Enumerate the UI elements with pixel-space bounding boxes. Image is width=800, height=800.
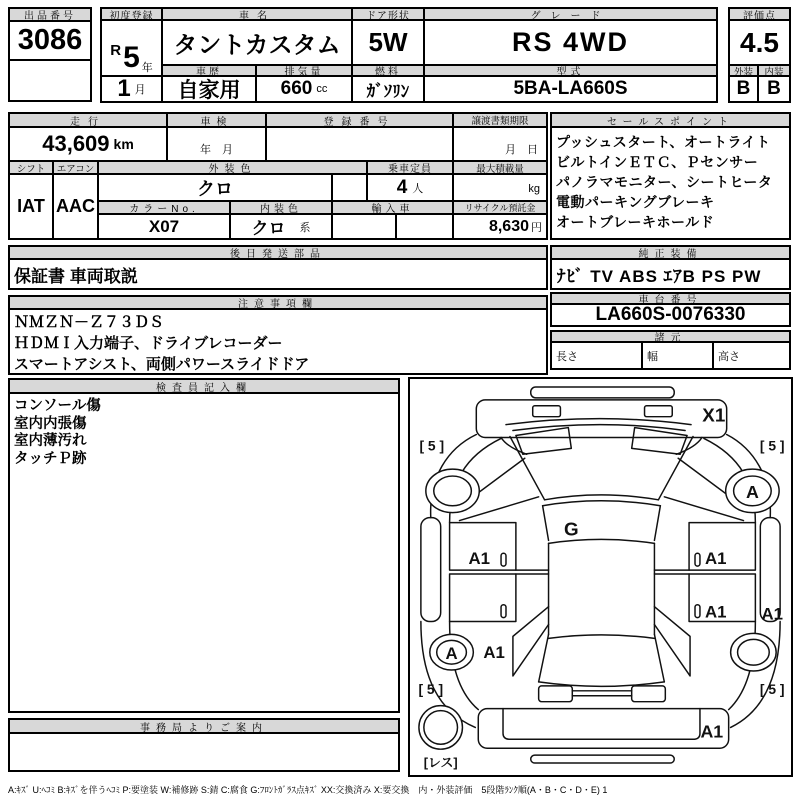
- dimension-length-label: 長さ: [556, 351, 578, 363]
- notes-line: ＨＤＭＩ入力端子、ドライブレコーダー: [14, 335, 283, 352]
- front-molding: [531, 387, 674, 398]
- inspector-line: 室内内張傷: [14, 415, 87, 432]
- payload-unit: kg: [528, 183, 540, 195]
- transfer-value: [454, 128, 546, 162]
- left-sill: [421, 518, 441, 622]
- month-suffix: 月: [134, 84, 146, 96]
- legend: A:ｷｽﾞ U:ﾍｺﾐ B:ｷｽﾞを伴うﾍｺﾐ P:要塗装 W:補修跡 S:錆 C:腐食 G:ﾌﾛﾝﾄｶﾞﾗｽ点ｷｽﾞ XX:交換済み X:要交換 内・外装評価 5段階ﾗﾝｸ順(A・B・C・D・E) 1: [8, 785, 608, 795]
- auction-no-empty-cell: [10, 59, 90, 100]
- first-reg-month: 1: [117, 75, 131, 102]
- right-c-pillar: [654, 607, 690, 676]
- equipment-box: [550, 245, 791, 290]
- notes-line: スマートアシスト、両側パワースライドドア: [14, 356, 310, 373]
- interior-grade: B: [767, 78, 781, 99]
- dimension-height-cell: [714, 343, 789, 368]
- model-code-label: 型式: [425, 64, 716, 77]
- inspection-label: 車検: [168, 114, 267, 128]
- office-label: 事務局よりご案内: [10, 720, 398, 734]
- import-value: [333, 215, 454, 238]
- rear-glass-top: [549, 635, 655, 638]
- inspector-label: 検査員記入欄: [10, 380, 398, 394]
- score-label: 評価点: [730, 9, 789, 21]
- rear-left-wheel-mark: A: [445, 644, 458, 664]
- hood-right-edge: [676, 437, 702, 454]
- displacement-value: [257, 77, 353, 101]
- reg-no-value: [267, 128, 454, 162]
- notes-lines: [10, 310, 546, 377]
- dimension-width-label: 幅: [647, 351, 658, 363]
- first-reg-month-cell: [102, 75, 163, 101]
- cowl-arc-inner: [513, 425, 685, 431]
- dimension-height-label: 高さ: [718, 351, 740, 363]
- windshield-left: [510, 436, 545, 499]
- sales-point-line: プッシュスタート、オートライト: [556, 134, 771, 150]
- sales-point-line: オートブレーキホールド: [556, 214, 715, 230]
- recycle-amount: 8,630: [488, 217, 529, 235]
- grade-value: RS 4WD: [511, 27, 629, 57]
- notes-label: 注意事項欄: [10, 297, 546, 310]
- left-front-door-handle: [501, 553, 506, 566]
- right-quarter-mark: A1: [761, 604, 783, 624]
- grade-label: グレード: [425, 9, 716, 21]
- windshield-right: [658, 436, 693, 499]
- header-grid: [100, 7, 718, 103]
- auction-no-label: 出品番号: [10, 9, 90, 22]
- transfer-label: 譲渡書類期限: [454, 114, 546, 128]
- sales-point-line: パノラマモニター、シートヒータ: [556, 174, 773, 190]
- chassis-box: [550, 292, 791, 327]
- tire-rear-right-mark: [ 5 ]: [759, 680, 785, 697]
- int-color-value: [231, 215, 333, 238]
- shift-value: IAT: [10, 175, 54, 238]
- mileage-number: 43,609: [42, 131, 110, 156]
- right-rear-door-handle: [695, 605, 700, 618]
- fuel-value: ｶﾞｿﾘﾝ: [353, 77, 425, 101]
- inspection-value: [168, 128, 267, 162]
- displacement-label: 排気量: [257, 64, 353, 77]
- car-diagram-box: [408, 377, 793, 777]
- recycle-unit: 円: [531, 221, 542, 234]
- sales-points-box: [550, 112, 791, 240]
- fuel-label: 燃料: [353, 64, 425, 77]
- windshield-band-1: [545, 495, 659, 500]
- import-cell-divider: [395, 215, 397, 238]
- left-front-door-mark: A1: [468, 549, 491, 569]
- right-front-door-handle: [695, 553, 700, 566]
- car-diagram: [410, 379, 791, 775]
- tire-rear-left-mark: [ 5 ]: [418, 680, 444, 697]
- roof-front-edge: [549, 539, 655, 543]
- first-reg-year: 5: [123, 41, 140, 74]
- inspector-line: コンソール傷: [14, 398, 101, 414]
- left-wiper-panel: [516, 428, 571, 455]
- score-box: [728, 7, 791, 103]
- interior-label: 内装: [759, 64, 789, 77]
- inspector-box: [8, 378, 400, 713]
- right-front-door-mark: A1: [705, 549, 727, 569]
- windshield-band-2: [543, 501, 661, 506]
- history-label: 車歴: [163, 64, 257, 77]
- chassis-label: 車台番号: [552, 294, 789, 305]
- later-parts-box: [8, 245, 548, 290]
- inspector-lines: [10, 396, 398, 470]
- displacement-number: 660: [280, 78, 313, 99]
- equipment-value: ﾅﾋﾞ TV ABS ｴｱB PS PW: [557, 266, 762, 286]
- mileage-value: [10, 128, 168, 162]
- front-right-wheel-mark: A: [745, 481, 759, 502]
- right-headlight: [645, 406, 673, 417]
- tire-front-left-mark: [ 5 ]: [419, 437, 445, 454]
- capacity-number: 4: [396, 176, 408, 198]
- capacity-unit: 人: [412, 182, 424, 195]
- aircon-label: エアコン: [54, 162, 99, 175]
- equipment-label: 純正装備: [552, 247, 789, 260]
- rear-molding: [531, 755, 674, 763]
- exterior-grade: B: [730, 77, 759, 101]
- left-c-pillar: [513, 607, 549, 676]
- glass-right: [654, 506, 660, 541]
- dimension-length-cell: [552, 343, 643, 368]
- car-name-value: タントカスタム: [163, 21, 353, 64]
- notes-box: [8, 295, 548, 375]
- import-label: 輸入車: [333, 202, 454, 215]
- recycle-value: [454, 215, 546, 238]
- first-reg-year-cell: [102, 21, 163, 75]
- windshield-mark: G: [563, 518, 579, 540]
- score-value: 4.5: [740, 26, 779, 58]
- displacement-unit: cc: [316, 83, 328, 95]
- right-door-gap-lines: [654, 570, 689, 574]
- mileage-unit: km: [113, 136, 134, 152]
- payload-label: 最大積載量: [454, 162, 546, 175]
- payload-value: [454, 175, 546, 202]
- dimension-width-cell: [643, 343, 714, 368]
- first-reg-label: 初度登録: [102, 9, 163, 21]
- color-no-label: カラーNo.: [99, 202, 231, 215]
- later-parts-value: 保証書 車両取説: [14, 266, 138, 286]
- capacity-value: [368, 175, 454, 202]
- spare-tire-mark: [レス]: [423, 755, 458, 771]
- inspector-line: 室内薄汚れ: [14, 433, 87, 449]
- left-rear-door-handle: [501, 605, 506, 618]
- hood-left-edge: [501, 437, 527, 454]
- right-rear-door-mark: A1: [705, 602, 727, 622]
- rear-bumper-mark: A1: [700, 721, 724, 742]
- ext-color-value: クロ: [99, 175, 333, 202]
- right-taillight: [632, 686, 666, 702]
- reg-no-label: 登録番号: [267, 114, 454, 128]
- left-headlight: [533, 406, 561, 417]
- chassis-value: LA660S-0076330: [595, 304, 746, 325]
- capacity-label: 乗車定員: [368, 162, 454, 175]
- model-code-value: 5BA-LA660S: [513, 78, 628, 99]
- rear-glass-right: [654, 634, 664, 682]
- aircon-value: AAC: [54, 175, 99, 238]
- office-box: [8, 718, 400, 772]
- right-wiper-panel: [632, 428, 687, 455]
- spare-tire: [419, 706, 463, 750]
- sales-point-line: ビルトインＥＴＣ、Ｐセンサー: [556, 154, 759, 170]
- color-no-value: X07: [99, 215, 231, 238]
- left-door-gap-lines: [516, 570, 549, 574]
- rear-bumper: [478, 709, 728, 749]
- notes-line: ＮＭＺＮ－Ｚ７３ＤＳ: [14, 314, 165, 331]
- year-suffix: 年: [141, 62, 153, 74]
- dimensions-label: 諸元: [552, 332, 789, 343]
- shift-label: シフト: [10, 162, 54, 175]
- int-color-name: クロ: [251, 219, 286, 238]
- mileage-label: 走行: [10, 114, 168, 128]
- sales-points-label: セールスポイント: [552, 114, 789, 128]
- left-rear-quarter-mark: A1: [483, 643, 505, 663]
- later-parts-label: 後日発送部品: [10, 247, 546, 260]
- transfer-hint: 月 日: [505, 144, 538, 156]
- sales-point-line: 電動パーキングブレーキ: [556, 194, 715, 210]
- int-color-suffix: 系: [299, 221, 311, 234]
- left-taillight: [539, 686, 573, 702]
- car-name-label: 車名: [163, 9, 353, 21]
- rear-bumper-inner: [503, 709, 700, 740]
- hood-mark: X1: [702, 404, 726, 426]
- cowl-arc-outer: [506, 419, 691, 425]
- auction-no-value: 3086: [17, 24, 83, 56]
- dimensions-box: [550, 330, 791, 370]
- auction-no-box: [8, 7, 92, 102]
- glass-left: [543, 506, 549, 541]
- tire-front-right-mark: [ 5 ]: [759, 437, 785, 454]
- ext-color-label: 外装色: [99, 162, 368, 175]
- door-label: ドア形状: [353, 9, 425, 21]
- history-value: 自家用: [163, 77, 257, 101]
- int-color-label: 内装色: [231, 202, 333, 215]
- spec-grid: [8, 112, 548, 240]
- recycle-label: リサイクル預託金: [454, 202, 546, 215]
- rear-glass-left: [539, 634, 549, 682]
- sales-points-lines: [552, 130, 789, 234]
- exterior-label: 外装: [730, 64, 759, 77]
- inspector-line: タッチＰ跡: [14, 450, 87, 467]
- color-change-cell: [333, 175, 368, 202]
- first-reg-era: R: [110, 42, 122, 59]
- inspection-hint: 年 月: [200, 144, 233, 156]
- door-value: 5W: [353, 21, 425, 64]
